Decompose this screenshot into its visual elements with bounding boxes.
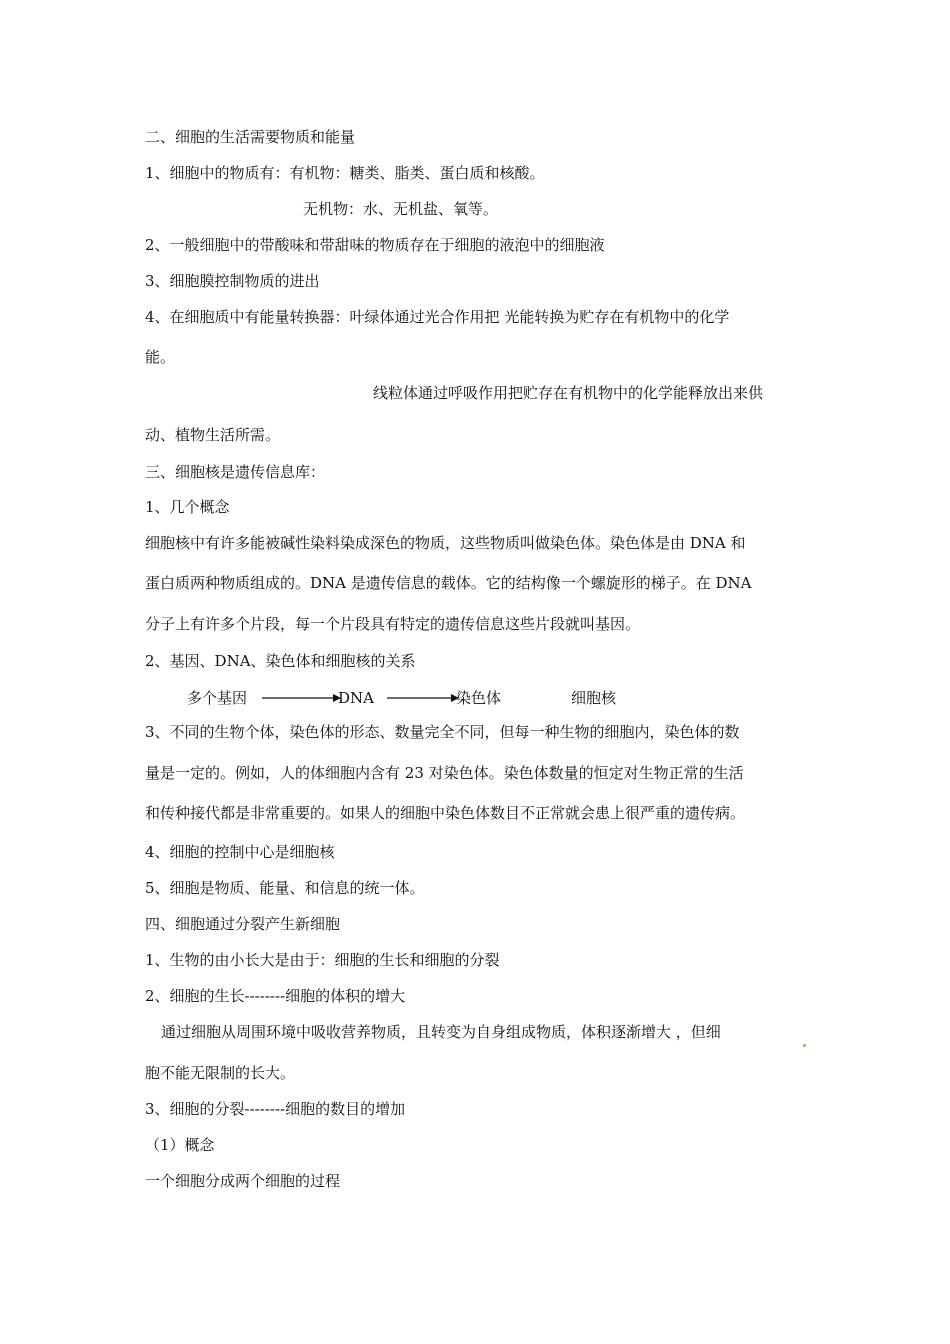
diagram-item-chromosome: 染色体 — [456, 689, 502, 707]
diagram-item-nucleus: 细胞核 — [571, 689, 617, 707]
subheading: （1）概念 — [145, 1136, 215, 1154]
subheading: 1、几个概念 — [145, 498, 230, 516]
text-line: 3、细胞的分裂--------细胞的数目的增加 — [145, 1100, 406, 1118]
text-line: 蛋白质两种物质组成的。DNA 是遗传信息的载体。它的结构像一个螺旋形的梯子。在 DNA — [145, 574, 752, 592]
stray-mark — [803, 1044, 806, 1047]
text-line: 2、一般细胞中的带酸味和带甜味的物质存在于细胞的液泡中的细胞液 — [145, 236, 605, 254]
text-line: 1、生物的由小长大是由于：细胞的生长和细胞的分裂 — [145, 951, 500, 969]
text-line: 细胞核中有许多能被碱性染料染成深色的物质，这些物质叫做染色体。染色体是由 DNA 和 — [145, 534, 746, 552]
text-line: 2、细胞的生长--------细胞的体积的增大 — [145, 987, 406, 1005]
text-line: 4、细胞的控制中心是细胞核 — [145, 843, 335, 861]
subheading: 2、基因、DNA、染色体和细胞核的关系 — [145, 652, 416, 670]
text-line: 量是一定的。例如，人的体细胞内含有 23 对染色体。染色体数量的恒定对生物正常的生活 — [145, 764, 744, 782]
text-line: 4、在细胞质中有能量转换器：叶绿体通过光合作用把 光能转换为贮存在有机物中的化学 — [145, 308, 730, 326]
text-line: 动、植物生活所需。 — [145, 426, 281, 444]
section-heading-2: 二、细胞的生活需要物质和能量 — [145, 128, 356, 146]
section-heading-3: 三、细胞核是遗传信息库： — [145, 463, 326, 481]
text-line: 线粒体通过呼吸作用把贮存在有机物中的化学能释放出来供 — [373, 384, 764, 402]
relation-diagram — [145, 686, 665, 710]
text-line: 通过细胞从周围环境中吸收营养物质，且转变为自身组成物质，体积逐渐增大 ，但细 — [161, 1023, 721, 1041]
text-line: 3、细胞膜控制物质的进出 — [145, 272, 320, 290]
text-line: 一个细胞分成两个细胞的过程 — [145, 1172, 341, 1190]
text-line: 无机物：水、无机盐、氧等。 — [303, 200, 499, 218]
text-line: 5、细胞是物质、能量、和信息的统一体。 — [145, 879, 425, 897]
text-line: 3、不同的生物个体，染色体的形态、数量完全不同，但每一种生物的细胞内，染色体的数 — [145, 723, 740, 741]
text-line: 分子上有许多个片段，每一个片段具有特定的遗传信息这些片段就叫基因。 — [145, 615, 641, 633]
section-heading-4: 四、细胞通过分裂产生新细胞 — [145, 915, 341, 933]
text-line: 能。 — [145, 348, 176, 366]
text-line: 1、细胞中的物质有：有机物：糖类、脂类、蛋白质和核酸。 — [145, 164, 545, 182]
text-line: 和传种接代都是非常重要的。如果人的细胞中染色体数目不正常就会患上很严重的遗传病。 — [145, 804, 746, 822]
diagram-item-dna: DNA — [338, 689, 374, 707]
text-line: 胞不能无限制的长大。 — [145, 1064, 296, 1082]
diagram-item-genes: 多个基因 — [187, 689, 248, 707]
